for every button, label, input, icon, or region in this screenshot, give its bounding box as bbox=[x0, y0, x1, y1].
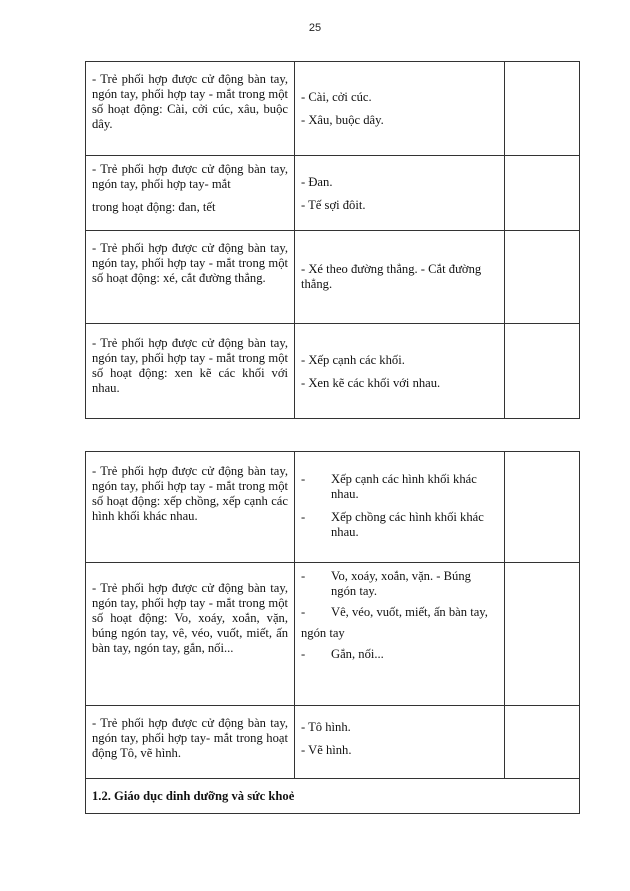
objective-cell bbox=[86, 62, 295, 156]
page-number: 25 bbox=[308, 22, 322, 34]
objective-text: trong hoạt động: đan, tết bbox=[92, 200, 216, 214]
activity-item: - Xếp chồng các hình khối khác nhau. bbox=[301, 510, 484, 539]
activity-cell bbox=[295, 324, 505, 419]
table-row bbox=[86, 231, 580, 324]
activity-item: - Cài, cởi cúc. bbox=[301, 90, 372, 104]
activity-item: - Tô hình. bbox=[301, 720, 351, 734]
activity-cell bbox=[295, 231, 505, 324]
activity-cell bbox=[295, 706, 505, 779]
content-table-2 bbox=[85, 451, 580, 814]
activity-item: - Vê, véo, vuốt, miết, ấn bàn tay, bbox=[301, 605, 488, 619]
objective-cell bbox=[86, 563, 295, 706]
objective-text: - Trẻ phối hợp được cử động bàn tay, ngón tay, phối hợp tay - mắt trong một số hoạt động: Cài, cởi cúc, xâu, buộc dây. bbox=[92, 72, 288, 131]
notes-cell bbox=[505, 324, 580, 419]
objective-text: - Trẻ phối hợp được cử động bàn tay, ngón tay, phối hợp tay- mắt trong hoạt động Tô, vẽ hình. bbox=[92, 716, 288, 760]
objective-text: - Trẻ phối hợp được cử động bàn tay, ngón tay, phối hợp tay - mắt trong một số hoạt động: xếp chồng, xếp cạnh các hình khối khác nhau. bbox=[92, 464, 288, 523]
notes-cell bbox=[505, 156, 580, 231]
activity-item: - Xếp cạnh các khối. bbox=[301, 353, 405, 367]
activity-item: - Xé theo đường thẳng. - Cắt đường thẳng. bbox=[301, 262, 482, 291]
table-row bbox=[86, 706, 580, 779]
objective-cell bbox=[86, 156, 295, 231]
activity-item: - Vo, xoáy, xoắn, vặn. - Búng ngón tay. bbox=[301, 569, 471, 598]
notes-cell bbox=[505, 231, 580, 324]
notes-cell bbox=[505, 452, 580, 563]
activity-cell bbox=[295, 156, 505, 231]
activity-cell bbox=[295, 563, 505, 706]
objective-text: - Trẻ phối hợp được cử động bàn tay, ngón tay, phối hợp tay - mắt trong một số hoạt động: xen kẽ các khối với nhau. bbox=[92, 336, 288, 395]
table-row bbox=[86, 452, 580, 563]
objective-text: - Trẻ phối hợp được cử động bàn tay, ngón tay, phối hợp tay - mắt trong một số hoạt động: xé, cắt đường thẳng. bbox=[92, 241, 288, 285]
objective-cell bbox=[86, 706, 295, 779]
notes-cell bbox=[505, 62, 580, 156]
activity-cell bbox=[295, 452, 505, 563]
content-table-1 bbox=[85, 61, 580, 419]
table-row bbox=[86, 156, 580, 231]
objective-cell bbox=[86, 324, 295, 419]
activity-cell bbox=[295, 62, 505, 156]
activity-item: - Gắn, nối... bbox=[301, 647, 384, 661]
notes-cell bbox=[505, 563, 580, 706]
activity-item: - Xếp cạnh các hình khối khác nhau. bbox=[301, 472, 477, 501]
table-row bbox=[86, 62, 580, 156]
table-row bbox=[86, 563, 580, 706]
section-heading: 1.2. Giáo dục dinh dưỡng và sức khoẻ bbox=[86, 779, 580, 814]
activity-item: - Đan. bbox=[301, 175, 333, 189]
objective-cell bbox=[86, 231, 295, 324]
table-row bbox=[86, 324, 580, 419]
activity-item: - Vẽ hình. bbox=[301, 743, 352, 757]
table-row bbox=[86, 779, 580, 814]
notes-cell bbox=[505, 706, 580, 779]
objective-cell bbox=[86, 452, 295, 563]
activity-item: ngón tay bbox=[301, 626, 345, 640]
objective-text: - Trẻ phối hợp được cử động bàn tay, ngón tay, phối hợp tay - mắt trong một số hoạt động: Vo, xoáy, xoắn, vặn, búng ngón tay, vê, véo, vuốt, miết, ấn bàn tay, ngón tay, gắn, nối... bbox=[92, 581, 288, 655]
activity-item: - Xen kẽ các khối với nhau. bbox=[301, 376, 441, 390]
objective-text: - Trẻ phối hợp được cử động bàn tay, ngón tay, phối hợp tay- mắt bbox=[92, 162, 288, 191]
activity-item: - Tế sợi đôit. bbox=[301, 198, 366, 212]
activity-item: - Xâu, buộc dây. bbox=[301, 113, 384, 127]
